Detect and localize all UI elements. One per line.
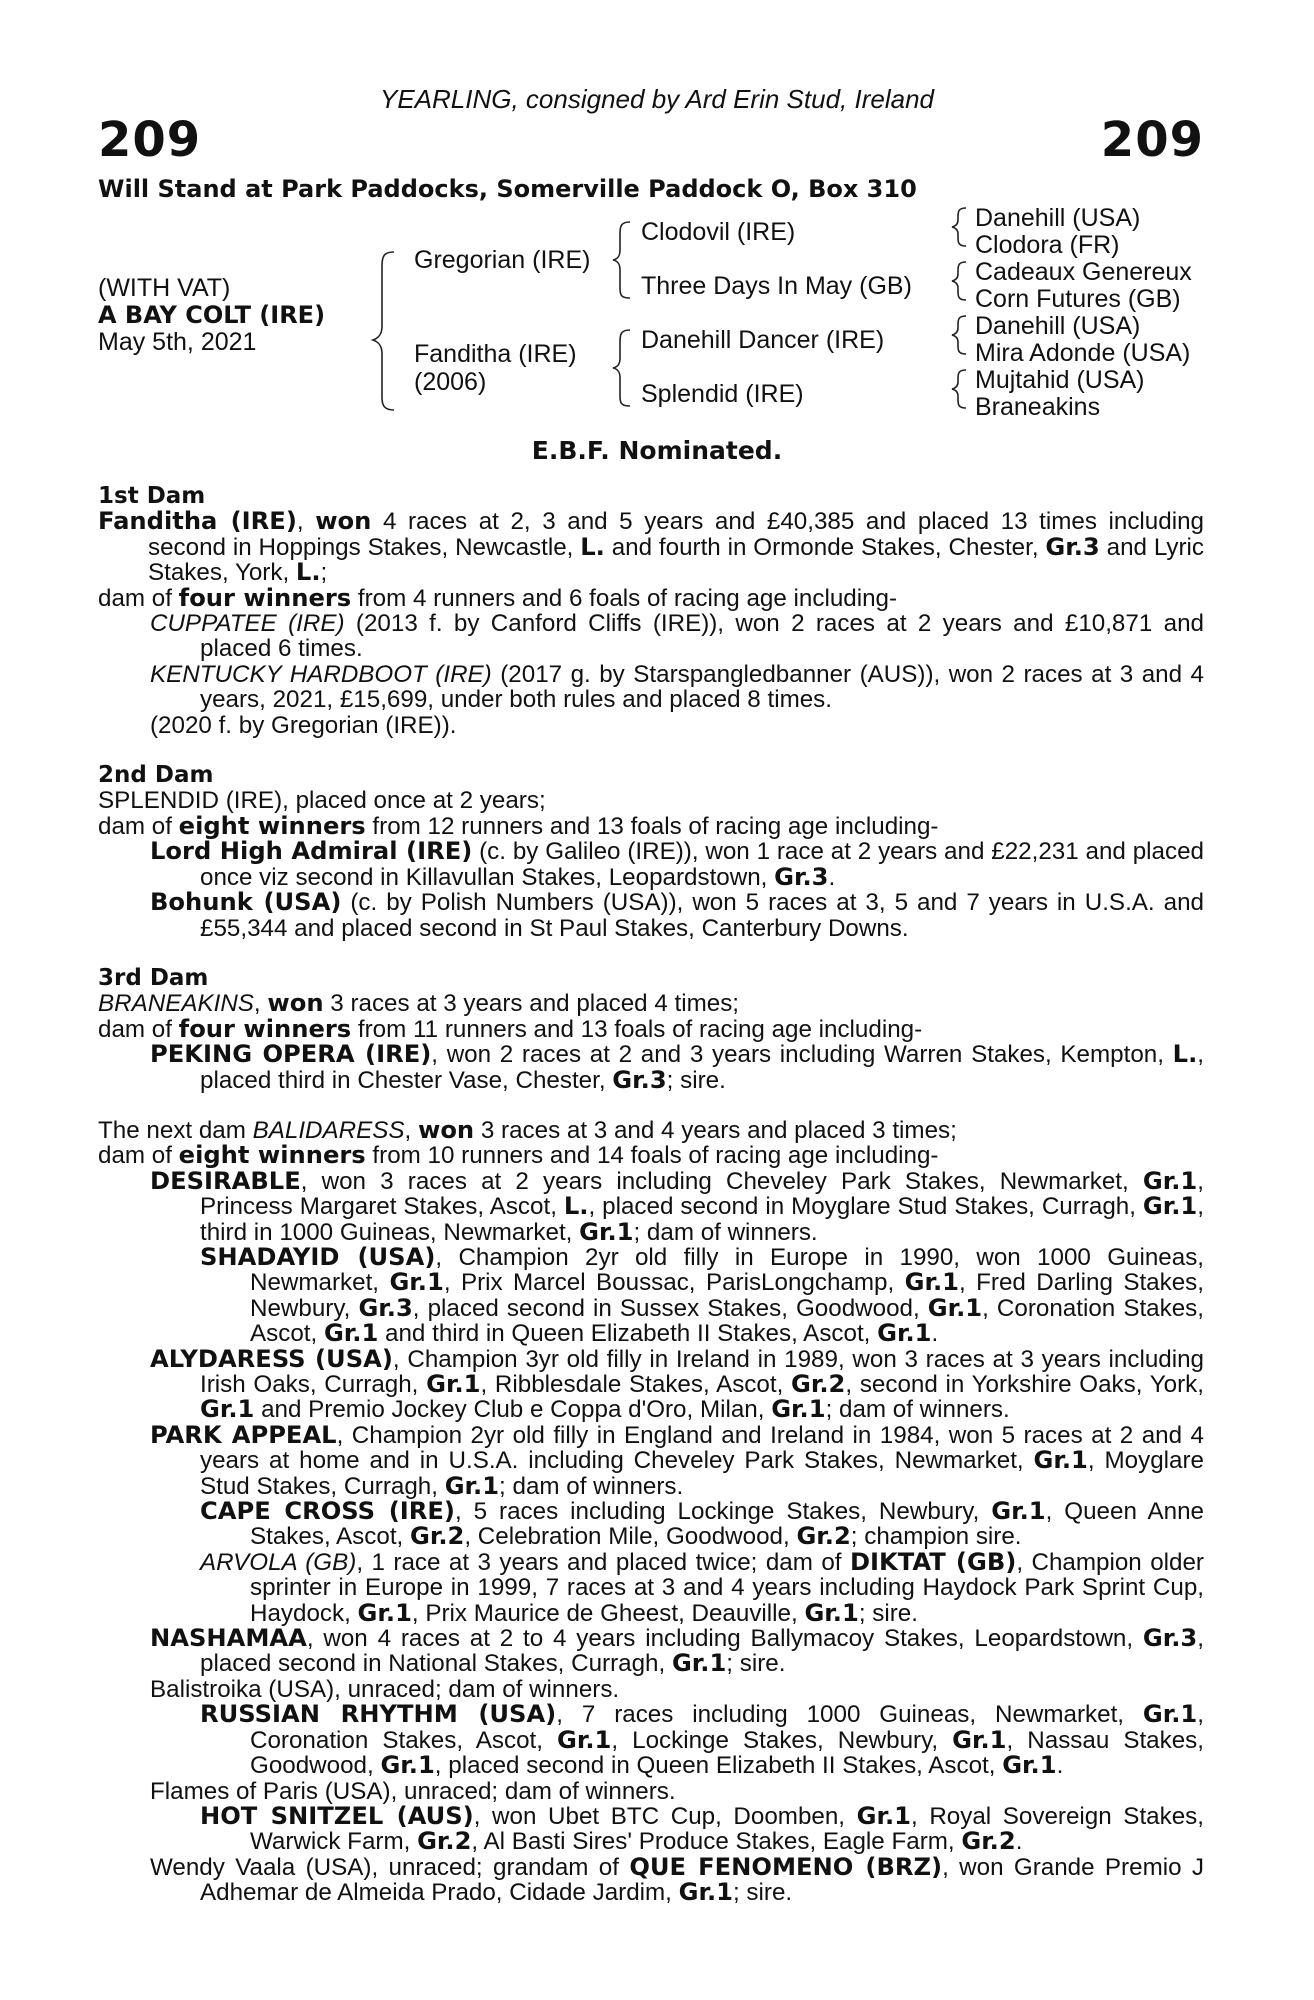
listed-label: L.	[580, 532, 605, 561]
group-label: Gr.1	[771, 1395, 826, 1424]
text-fragment: , Prix Maurice de Gheest, Deauville,	[411, 1599, 805, 1627]
group-label: Gr.3	[1045, 532, 1100, 561]
dam-name: BRANEAKINS	[98, 990, 254, 1018]
group-label: Gr.3	[1142, 1624, 1198, 1653]
text-fragment: , Nassau Stakes, Goodwood,	[250, 1726, 1204, 1780]
group-label: Gr.1	[323, 1319, 379, 1348]
group-label: Gr.3	[612, 1065, 667, 1094]
produce-name: RUSSIAN RHYTHM (USA)	[200, 1700, 557, 1729]
text-fragment: (2013 f. by Canford Cliffs (IRE)), won 2 races at 2 years and £10,871 and placed 6 times.	[200, 610, 1204, 663]
dam-name: Fanditha (IRE)	[98, 507, 297, 536]
ancestor-dss: Danehill (USA)	[975, 312, 1141, 340]
text-fragment: , Ribblesdale Stakes, Ascot,	[480, 1371, 792, 1398]
text-fragment: , Prix Marcel Boussac, ParisLongchamp,	[443, 1269, 905, 1297]
first-dam-heading: 1st Dam	[98, 483, 206, 509]
vat-note: (WITH VAT)	[98, 274, 231, 302]
won-label: won	[267, 989, 324, 1018]
catalogue-body	[98, 484, 1204, 1906]
produce-name: HOT SNITZEL (AUS)	[200, 1801, 474, 1830]
next-dam-produce-summary	[98, 1143, 1204, 1168]
group-label: Gr.3	[774, 862, 829, 891]
foaling-date: May 5th, 2021	[98, 328, 257, 356]
produce-name: KENTUCKY HARDBOOT (IRE)	[150, 660, 492, 688]
text-fragment: dam of	[98, 1015, 179, 1043]
produce-name: DESIRABLE	[150, 1166, 301, 1195]
text-fragment: , won 2 races at 2 and 3 years including Warren Stakes, Kempton,	[431, 1041, 1173, 1069]
produce-entry	[98, 1344, 1204, 1424]
sire-dam: Three Days In May (GB)	[641, 272, 912, 300]
ancestor-ssd: Clodora (FR)	[975, 231, 1120, 259]
produce-name: PEKING OPERA (IRE)	[150, 1040, 432, 1069]
text-fragment: from 4 runners and 6 foals of racing age including-	[351, 584, 898, 612]
produce-entry	[98, 1702, 1204, 1778]
group-label: Gr.1	[856, 1801, 911, 1830]
text-fragment: .	[931, 1320, 939, 1348]
text-fragment: , placed third in Chester Vase, Chester,	[200, 1041, 1204, 1094]
text-fragment: (c. by Galileo (IRE)), won 1 race at 2 years and £22,231 and placed once viz second in Killavullan Stakes, Leopardstown,	[200, 838, 1204, 891]
group-label: Gr.2	[791, 1370, 846, 1398]
produce-name: NASHAMAA	[150, 1624, 307, 1653]
winners-count: eight winners	[178, 1141, 366, 1170]
group-label: Gr.1	[389, 1268, 444, 1297]
text-fragment: (2020 f. by Gregorian (IRE)).	[150, 711, 457, 739]
text-fragment: , Queen Anne Stakes, Ascot,	[250, 1498, 1204, 1551]
text-fragment: , placed second in Queen Elizabeth II Stakes, Ascot,	[434, 1752, 1003, 1780]
group-label: Gr.1	[1002, 1751, 1057, 1780]
listed-label: L.	[295, 558, 321, 587]
text-fragment: , placed second in National Stakes, Curragh,	[200, 1625, 1204, 1678]
text-fragment: ,	[253, 990, 268, 1018]
text-fragment: .	[828, 863, 836, 891]
ebf-nomination: E.B.F. Nominated.	[531, 436, 783, 465]
group-label: Gr.3	[358, 1293, 413, 1322]
text-fragment: 3 races at 3 and 4 years and placed 3 times;	[474, 1116, 957, 1144]
text-fragment: ; sire.	[732, 1879, 793, 1907]
group-label: Gr.1	[904, 1268, 959, 1297]
text-fragment: , Celebration Mile, Goodwood,	[464, 1523, 797, 1551]
ancestor-sdd: Corn Futures (GB)	[975, 285, 1181, 313]
produce-entry	[98, 1166, 1204, 1246]
first-dam-record	[98, 509, 1204, 585]
produce-entry	[98, 839, 1204, 890]
group-label: Gr.1	[678, 1878, 733, 1907]
text-fragment: , second in Yorkshire Oaks, York,	[845, 1371, 1204, 1398]
produce-entry	[98, 611, 1204, 662]
ancestor-sss: Danehill (USA)	[975, 204, 1141, 232]
produce-name: CUPPATEE (IRE)	[150, 610, 345, 638]
group-label: Gr.1	[426, 1370, 481, 1398]
text-fragment: and fourth in Ormonde Stakes, Chester,	[604, 533, 1046, 561]
text-fragment: (2017 g. by Starspangledbanner (AUS)), won 2 races at 3 and 4 years, 2021, £15,699, under both rules and placed 8 times.	[200, 660, 1205, 714]
winners-count: four winners	[178, 1014, 352, 1043]
produce-entry	[98, 890, 1204, 941]
second-dam-produce-summary	[98, 811, 1204, 840]
text-fragment: 4 races at 2, 3 and 5 years and £40,385 and placed 13 times including second in Hoppings Stakes, Newcastle,	[148, 508, 1204, 561]
dam-name: BALIDARESS	[252, 1116, 405, 1144]
second-dam-record: SPLENDID (IRE), placed once at 2 years;	[98, 787, 546, 815]
third-dam-heading: 3rd Dam	[98, 964, 209, 991]
text-fragment: ; sire.	[726, 1650, 786, 1678]
sire-name: Gregorian (IRE)	[414, 246, 591, 274]
text-fragment: ; dam of winners.	[633, 1218, 818, 1246]
text-fragment: The next dam	[98, 1116, 253, 1144]
group-label: Gr.1	[952, 1725, 1007, 1754]
sire-sire: Clodovil (IRE)	[641, 218, 796, 246]
ancestor-sds: Cadeaux Genereux	[975, 258, 1192, 286]
text-fragment: dam of	[98, 812, 179, 840]
text-fragment: dam of	[98, 1142, 179, 1170]
dam-dam: Splendid (IRE)	[641, 380, 804, 408]
produce-name: Bohunk (USA)	[150, 888, 342, 917]
text-fragment: ,	[404, 1116, 418, 1144]
produce-name: ALYDARESS (USA)	[150, 1344, 393, 1373]
group-label: Gr.1	[927, 1293, 983, 1322]
text-fragment: , Princess Margaret Stakes, Ascot,	[200, 1167, 1204, 1221]
group-label: Gr.1	[877, 1319, 932, 1348]
text-fragment: , won 4 races at 2 to 4 years including Ballymacoy Stakes, Leopardstown,	[306, 1625, 1143, 1653]
produce-entry	[98, 1042, 1204, 1093]
dam-sire: Danehill Dancer (IRE)	[641, 326, 885, 354]
group-label: Gr.1	[380, 1751, 435, 1780]
produce-entry	[98, 1420, 1204, 1500]
third-dam-produce-summary	[98, 1014, 1204, 1043]
pedigree-brackets	[0, 0, 1314, 440]
text-fragment: , Lockinge Stakes, Newbury,	[611, 1726, 953, 1754]
produce-name: ARVOLA (GB)	[200, 1548, 357, 1576]
group-label: Gr.1	[557, 1725, 612, 1754]
produce-entry	[98, 1677, 1204, 1702]
ancestor-ddd: Braneakins	[975, 393, 1101, 421]
text-fragment: , 5 races including Lockinge Stakes, Newbury,	[454, 1498, 992, 1526]
produce-entry	[98, 1801, 1204, 1856]
text-fragment: and Premio Jockey Club e Coppa d'Oro, Milan,	[254, 1396, 772, 1424]
text-fragment: , Coronation Stakes, Ascot,	[250, 1701, 1204, 1754]
text-fragment: ;	[320, 559, 328, 587]
text-fragment: from 11 runners and 13 foals of racing age including-	[351, 1015, 923, 1043]
text-fragment: .	[1015, 1828, 1023, 1856]
text-fragment: , Coronation Stakes, Ascot,	[250, 1294, 1204, 1348]
text-fragment: (c. by Polish Numbers (USA)), won 5 races at 3, 5 and 7 years in U.S.A. and £55,344 and placed second in St Paul Stakes, Canterbury Downs.	[200, 889, 1204, 942]
text-fragment: , placed second in Sussex Stakes, Goodwood,	[412, 1294, 928, 1322]
text-fragment: , Champion older sprinter in Europe in 1999, 7 races at 3 and 4 years including Haydock Park Sprint Cup, Haydock,	[250, 1548, 1204, 1627]
text-fragment: ; champion sire.	[850, 1523, 1022, 1551]
text-fragment: dam of	[98, 584, 179, 612]
text-fragment: , won 3 races at 2 years including Cheveley Park Stakes, Newmarket,	[300, 1167, 1143, 1195]
dam-year: (2006)	[414, 368, 487, 396]
group-label: Gr.2	[409, 1522, 465, 1551]
group-label: Gr.1	[991, 1497, 1046, 1526]
winners-count: eight winners	[178, 811, 366, 840]
produce-name: DIKTAT (GB)	[849, 1547, 1017, 1576]
text-fragment: ,	[296, 508, 304, 536]
consignor-line: YEARLING, consigned by Ard Erin Stud, Ireland	[380, 84, 934, 114]
produce-name: PARK APPEAL	[150, 1420, 337, 1449]
group-label: Gr.1	[579, 1217, 634, 1246]
produce-entry	[98, 1852, 1204, 1907]
text-fragment: Wendy Vaala (USA), unraced; grandam of	[150, 1853, 630, 1881]
text-fragment: 3 races at 3 years and placed 4 times;	[323, 990, 740, 1018]
winners-count: four winners	[178, 583, 352, 612]
text-fragment: , won Ubet BTC Cup, Doomben,	[473, 1802, 857, 1830]
text-fragment: ; dam of winners.	[499, 1472, 684, 1500]
produce-entry	[98, 713, 1204, 738]
group-label: Gr.1	[1142, 1192, 1198, 1221]
text-fragment: , 7 races including 1000 Guineas, Newmarket,	[556, 1701, 1143, 1729]
text-fragment: Balistroika (USA), unraced; dam of winners.	[150, 1675, 620, 1703]
text-fragment: , Champion 3yr old filly in Ireland in 1989, won 3 races at 3 years including Irish Oaks, Curragh,	[200, 1345, 1204, 1398]
group-label: Gr.1	[444, 1471, 500, 1500]
stabling-location: Will Stand at Park Paddocks, Somerville Paddock O, Box 310	[98, 175, 917, 203]
text-fragment: ; sire.	[858, 1599, 918, 1627]
text-fragment: , placed second in Moyglare Stud Stakes, Curragh,	[588, 1193, 1143, 1221]
group-label: Gr.1	[1142, 1166, 1198, 1195]
next-dam-record	[98, 1115, 1204, 1144]
horse-name: A BAY COLT (IRE)	[98, 301, 326, 329]
group-label: Gr.1	[804, 1598, 859, 1627]
text-fragment: from 12 runners and 13 foals of racing age including-	[365, 812, 939, 840]
won-label: won	[417, 1115, 475, 1144]
produce-name: CAPE CROSS (IRE)	[200, 1497, 455, 1526]
text-fragment: Flames of Paris (USA), unraced; dam of winners.	[150, 1777, 676, 1805]
second-dam-heading: 2nd Dam	[98, 762, 214, 789]
listed-label: L.	[1172, 1040, 1198, 1069]
group-label: Gr.2	[961, 1827, 1016, 1856]
group-label: Gr.1	[1033, 1446, 1088, 1475]
produce-name: QUE FENOMENO (BRZ)	[629, 1852, 943, 1881]
text-fragment: , Champion 2yr old filly in England and Ireland in 1984, won 5 races at 2 and 4 years at home and in U.S.A. including Cheveley Park Stakes, Newmarket,	[200, 1421, 1204, 1475]
group-label: Gr.2	[796, 1522, 851, 1551]
text-fragment: , Royal Sovereign Stakes, Warwick Farm,	[250, 1802, 1204, 1856]
text-fragment: .	[1056, 1752, 1064, 1780]
text-fragment: , won Grande Premio J Adhemar de Almeida Prado, Cidade Jardim,	[200, 1853, 1204, 1907]
produce-name: SHADAYID (USA)	[200, 1242, 436, 1271]
text-fragment: , 1 race at 3 years and placed twice; dam of	[356, 1548, 850, 1576]
produce-entry	[98, 1242, 1205, 1348]
text-fragment: ; sire.	[666, 1066, 726, 1094]
listed-label: L.	[563, 1192, 589, 1221]
text-fragment: , Al Basti Sires' Produce Stakes, Eagle Farm,	[471, 1828, 962, 1856]
produce-entry	[98, 1626, 1204, 1677]
produce-entry	[98, 1499, 1204, 1550]
produce-name: Lord High Admiral (IRE)	[150, 837, 473, 866]
lot-number-right: 209	[1100, 112, 1204, 168]
text-fragment: , Moyglare Stud Stakes, Curragh,	[200, 1447, 1204, 1500]
dam-name: Fanditha (IRE)	[414, 340, 577, 368]
group-label: Gr.1	[671, 1649, 727, 1678]
text-fragment: from 10 runners and 14 foals of racing age including-	[365, 1142, 939, 1170]
lot-number-left: 209	[98, 112, 202, 168]
group-label: Gr.1	[357, 1598, 412, 1627]
text-fragment: , third in 1000 Guineas, Newmarket,	[200, 1193, 1204, 1246]
text-fragment: , Champion 2yr old filly in Europe in 1990, won 1000 Guineas, Newmarket,	[250, 1243, 1205, 1297]
produce-entry	[98, 1547, 1204, 1627]
group-label: Gr.2	[417, 1827, 472, 1856]
produce-entry	[98, 662, 1204, 713]
text-fragment: and third in Queen Elizabeth II Stakes, Ascot,	[378, 1320, 878, 1348]
text-fragment: and Lyric Stakes, York,	[148, 533, 1204, 587]
text-fragment: , Fred Darling Stakes, Newbury,	[250, 1269, 1204, 1322]
won-label: won	[315, 507, 372, 536]
group-label: Gr.1	[1142, 1700, 1198, 1729]
group-label: Gr.1	[200, 1395, 255, 1424]
first-dam-produce-summary	[98, 583, 1204, 612]
produce-entry	[98, 1779, 1204, 1804]
text-fragment: ; dam of winners.	[825, 1396, 1010, 1424]
third-dam-record	[98, 991, 1204, 1016]
ancestor-dds: Mujtahid (USA)	[975, 366, 1145, 394]
ancestor-dsd: Mira Adonde (USA)	[975, 339, 1191, 367]
